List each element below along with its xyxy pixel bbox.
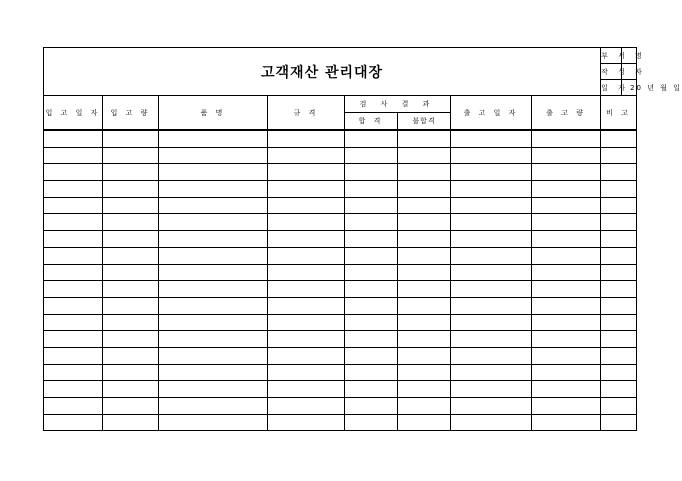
- ledger-cell[interactable]: [345, 264, 398, 281]
- ledger-cell[interactable]: [44, 247, 103, 264]
- ledger-cell[interactable]: [103, 214, 159, 231]
- table-row: [44, 181, 637, 198]
- table-row: [44, 414, 637, 431]
- ledger-cell[interactable]: [103, 314, 159, 331]
- ledger-cell[interactable]: [345, 398, 398, 415]
- ledger-cell[interactable]: [44, 197, 103, 214]
- ledger-cell[interactable]: [159, 147, 268, 164]
- ledger-cell[interactable]: [103, 414, 159, 431]
- ledger-cell[interactable]: [398, 130, 451, 147]
- ledger-cell[interactable]: [159, 281, 268, 298]
- ledger-cell[interactable]: [398, 214, 451, 231]
- ledger-cell[interactable]: [451, 331, 532, 348]
- ledger-cell[interactable]: [532, 147, 601, 164]
- ledger-cell[interactable]: [268, 181, 345, 198]
- ledger-cell[interactable]: [345, 164, 398, 181]
- ledger-cell[interactable]: [159, 381, 268, 398]
- ledger-cell[interactable]: [532, 398, 601, 415]
- ledger-cell[interactable]: [345, 314, 398, 331]
- table-row: [44, 281, 637, 298]
- ledger-cell[interactable]: [532, 231, 601, 248]
- ledger-cell[interactable]: [44, 347, 103, 364]
- ledger-cell[interactable]: [398, 164, 451, 181]
- ledger-cell[interactable]: [451, 381, 532, 398]
- ledger-cell[interactable]: [44, 364, 103, 381]
- ledger-cell[interactable]: [159, 231, 268, 248]
- ledger-cell[interactable]: [451, 281, 532, 298]
- ledger-cell[interactable]: [601, 264, 637, 281]
- col-header-receipt-date: 입 고 일 자: [44, 96, 103, 131]
- ledger-cell[interactable]: [601, 314, 637, 331]
- ledger-cell[interactable]: [532, 247, 601, 264]
- ledger-cell[interactable]: [44, 297, 103, 314]
- col-header-pass: 합 격: [345, 113, 398, 131]
- ledger-cell[interactable]: [345, 147, 398, 164]
- ledger-cell[interactable]: [103, 281, 159, 298]
- ledger-cell[interactable]: [44, 181, 103, 198]
- ledger-cell[interactable]: [159, 197, 268, 214]
- table-row: [44, 231, 637, 248]
- ledger-cell[interactable]: [268, 347, 345, 364]
- ledger-cell[interactable]: [44, 398, 103, 415]
- ledger-cell[interactable]: [44, 264, 103, 281]
- ledger-cell[interactable]: [103, 364, 159, 381]
- table-row: [44, 214, 637, 231]
- ledger-cell[interactable]: [398, 331, 451, 348]
- ledger-cell[interactable]: [398, 264, 451, 281]
- ledger-cell[interactable]: [532, 214, 601, 231]
- ledger-cell[interactable]: [345, 364, 398, 381]
- col-header-spec: 규 격: [268, 96, 345, 131]
- ledger-cell[interactable]: [159, 414, 268, 431]
- ledger-cell[interactable]: [532, 314, 601, 331]
- ledger-cell[interactable]: [601, 347, 637, 364]
- ledger-cell[interactable]: [398, 181, 451, 198]
- table-row: [44, 314, 637, 331]
- ledger-cell[interactable]: [159, 364, 268, 381]
- ledger-cell[interactable]: [398, 231, 451, 248]
- ledger-cell[interactable]: [398, 147, 451, 164]
- ledger-cell[interactable]: [451, 314, 532, 331]
- ledger-cell[interactable]: [159, 214, 268, 231]
- ledger-cell[interactable]: [451, 231, 532, 248]
- ledger-cell[interactable]: [103, 264, 159, 281]
- ledger-cell[interactable]: [451, 364, 532, 381]
- ledger-cell[interactable]: [103, 247, 159, 264]
- ledger-cell[interactable]: [532, 281, 601, 298]
- ledger-cell[interactable]: [159, 130, 268, 147]
- ledger-cell[interactable]: [345, 347, 398, 364]
- ledger-cell[interactable]: [451, 264, 532, 281]
- ledger-cell[interactable]: [268, 381, 345, 398]
- table-row: [44, 381, 637, 398]
- col-header-item-name: 품 명: [159, 96, 268, 131]
- ledger-cell[interactable]: [601, 130, 637, 147]
- ledger-cell[interactable]: [345, 231, 398, 248]
- ledger-cell[interactable]: [345, 281, 398, 298]
- table-row: [44, 398, 637, 415]
- table-row: [44, 147, 637, 164]
- ledger-cell[interactable]: [103, 347, 159, 364]
- ledger-cell[interactable]: [268, 147, 345, 164]
- ledger-cell[interactable]: [398, 381, 451, 398]
- ledger-cell[interactable]: [398, 347, 451, 364]
- ledger-cell[interactable]: [268, 364, 345, 381]
- col-header-release-qty: 출 고 량: [532, 96, 601, 131]
- ledger-cell[interactable]: [44, 214, 103, 231]
- ledger-cell[interactable]: [451, 214, 532, 231]
- ledger-cell[interactable]: [268, 231, 345, 248]
- ledger-cell[interactable]: [44, 130, 103, 147]
- table-row: [44, 247, 637, 264]
- ledger-cell[interactable]: [103, 147, 159, 164]
- ledger-cell[interactable]: [103, 130, 159, 147]
- ledger-cell[interactable]: [451, 247, 532, 264]
- ledger-cell[interactable]: [451, 197, 532, 214]
- ledger-cell[interactable]: [532, 381, 601, 398]
- table-row: [44, 197, 637, 214]
- ledger-cell[interactable]: [398, 297, 451, 314]
- table-row: [44, 347, 637, 364]
- ledger-cell[interactable]: [159, 398, 268, 415]
- ledger-cell[interactable]: [103, 381, 159, 398]
- ledger-cell[interactable]: [159, 297, 268, 314]
- ledger-cell[interactable]: [345, 331, 398, 348]
- ledger-cell[interactable]: [268, 247, 345, 264]
- col-header-fail: 불합격: [398, 113, 451, 131]
- table-row: [44, 331, 637, 348]
- ledger-cell[interactable]: [601, 247, 637, 264]
- ledger-cell[interactable]: [345, 297, 398, 314]
- department-label: 부 서 명: [601, 48, 622, 64]
- ledger-cell[interactable]: [451, 347, 532, 364]
- ledger-cell[interactable]: [44, 381, 103, 398]
- ledger-cell[interactable]: [345, 381, 398, 398]
- ledger-cell[interactable]: [451, 147, 532, 164]
- ledger-cell[interactable]: [532, 414, 601, 431]
- ledger-cell[interactable]: [532, 364, 601, 381]
- col-header-remarks: 비 고: [601, 96, 637, 131]
- ledger-cell[interactable]: [159, 264, 268, 281]
- ledger-cell[interactable]: [532, 264, 601, 281]
- ledger-cell[interactable]: [268, 398, 345, 415]
- ledger-cell[interactable]: [398, 364, 451, 381]
- ledger-cell[interactable]: [398, 398, 451, 415]
- ledger-cell[interactable]: [398, 247, 451, 264]
- ledger-cell[interactable]: [159, 331, 268, 348]
- table-row: [44, 130, 637, 147]
- ledger-cell[interactable]: [398, 414, 451, 431]
- ledger-cell[interactable]: [103, 297, 159, 314]
- ledger-cell[interactable]: [451, 398, 532, 415]
- ledger-cell[interactable]: [532, 197, 601, 214]
- ledger-cell[interactable]: [44, 231, 103, 248]
- ledger-cell[interactable]: [601, 398, 637, 415]
- ledger-cell[interactable]: [103, 197, 159, 214]
- date-value-field[interactable]: 20 년 월 일: [622, 80, 637, 96]
- ledger-cell[interactable]: [44, 314, 103, 331]
- table-row: [44, 297, 637, 314]
- author-label: 작 성 자: [601, 64, 622, 80]
- ledger-cell[interactable]: [268, 197, 345, 214]
- ledger-cell[interactable]: [601, 231, 637, 248]
- ledger-cell[interactable]: [451, 414, 532, 431]
- ledger-cell[interactable]: [601, 197, 637, 214]
- ledger-cell[interactable]: [601, 331, 637, 348]
- ledger-cell[interactable]: [44, 147, 103, 164]
- ledger-cell[interactable]: [44, 164, 103, 181]
- col-header-receipt-qty: 입 고 량: [103, 96, 159, 131]
- ledger-cell[interactable]: [601, 147, 637, 164]
- ledger-cell[interactable]: [532, 164, 601, 181]
- ledger-cell[interactable]: [159, 247, 268, 264]
- ledger-cell[interactable]: [451, 164, 532, 181]
- table-row: [44, 364, 637, 381]
- ledger-cell[interactable]: [268, 130, 345, 147]
- ledger-cell[interactable]: [268, 164, 345, 181]
- ledger-header-table: [43, 47, 682, 96]
- ledger-cell[interactable]: [601, 164, 637, 181]
- ledger-table: [43, 95, 637, 431]
- ledger-cell[interactable]: [532, 130, 601, 147]
- ledger-cell[interactable]: [103, 164, 159, 181]
- ledger-cell[interactable]: [345, 414, 398, 431]
- ledger-cell[interactable]: [601, 181, 637, 198]
- ledger-cell[interactable]: [159, 347, 268, 364]
- ledger-cell[interactable]: [44, 281, 103, 298]
- ledger-cell[interactable]: [398, 281, 451, 298]
- ledger-cell[interactable]: [345, 197, 398, 214]
- ledger-cell[interactable]: [345, 247, 398, 264]
- ledger-cell[interactable]: [532, 331, 601, 348]
- ledger-cell[interactable]: [601, 297, 637, 314]
- ledger-cell[interactable]: [601, 381, 637, 398]
- ledger-cell[interactable]: [268, 414, 345, 431]
- ledger-cell[interactable]: [268, 314, 345, 331]
- col-header-release-date: 출 고 일 자: [451, 96, 532, 131]
- ledger-cell[interactable]: [532, 297, 601, 314]
- ledger-cell[interactable]: [601, 414, 637, 431]
- ledger-cell[interactable]: [103, 231, 159, 248]
- ledger-cell[interactable]: [103, 331, 159, 348]
- ledger-cell[interactable]: [451, 297, 532, 314]
- document-title: 고객재산 관리대장: [44, 48, 601, 96]
- ledger-cell[interactable]: [601, 364, 637, 381]
- ledger-cell[interactable]: [268, 331, 345, 348]
- date-label: 일 자: [601, 80, 622, 96]
- ledger-cell[interactable]: [103, 181, 159, 198]
- ledger-cell[interactable]: [268, 281, 345, 298]
- table-row: [44, 164, 637, 181]
- ledger-cell[interactable]: [601, 214, 637, 231]
- ledger-cell[interactable]: [345, 181, 398, 198]
- ledger-cell[interactable]: [44, 331, 103, 348]
- ledger-cell[interactable]: [398, 314, 451, 331]
- ledger-cell[interactable]: [601, 281, 637, 298]
- ledger-cell[interactable]: [159, 314, 268, 331]
- ledger-cell[interactable]: [159, 181, 268, 198]
- ledger-cell[interactable]: [532, 347, 601, 364]
- ledger-cell[interactable]: [345, 130, 398, 147]
- col-header-inspection-result: 검 사 결 과: [345, 96, 451, 113]
- ledger-cell[interactable]: [451, 181, 532, 198]
- table-row: [44, 264, 637, 281]
- ledger-cell[interactable]: [451, 130, 532, 147]
- ledger-cell[interactable]: [268, 264, 345, 281]
- ledger-cell[interactable]: [345, 214, 398, 231]
- ledger-grid: [43, 95, 636, 431]
- ledger-cell[interactable]: [532, 181, 601, 198]
- ledger-cell[interactable]: [44, 414, 103, 431]
- ledger-cell[interactable]: [103, 398, 159, 415]
- ledger-cell[interactable]: [268, 214, 345, 231]
- ledger-cell[interactable]: [398, 197, 451, 214]
- ledger-cell[interactable]: [159, 164, 268, 181]
- property-ledger-form: [43, 47, 682, 96]
- ledger-cell[interactable]: [268, 297, 345, 314]
